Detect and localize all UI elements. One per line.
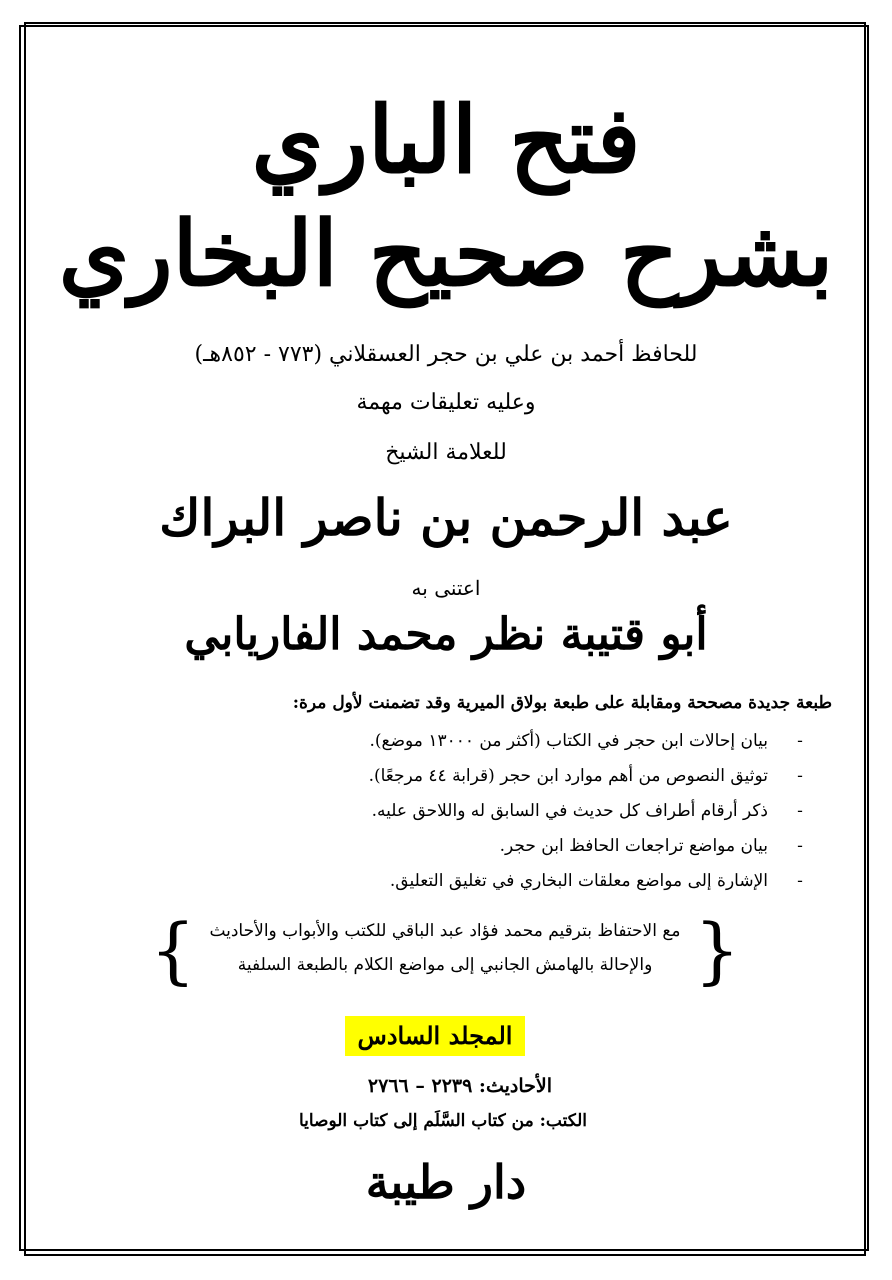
right-brace: }: [694, 908, 740, 992]
notes-line: وعليه تعليقات مهمة: [356, 390, 536, 415]
brace-line: والإحالة بالهامش الجانبي إلى مواضع الكلام بالطبعة السلفية: [237, 955, 653, 975]
editor-name: أبو قتيبة نظر محمد الفاريابي: [184, 609, 708, 660]
edition-intro: طبعة جديدة مصححة ومقابلة على طبعة بولاق الميرية وقد تضمنت لأول مرة:: [292, 693, 832, 713]
brace-text: [184, 914, 706, 982]
publisher-logo: دار طيبة: [365, 1155, 527, 1209]
brace-line: مع الاحتفاظ بترقيم محمد فؤاد عبد الباقي للكتب والأبواب والأحاديث: [209, 921, 681, 941]
list-item: [52, 759, 832, 794]
feature-text: بيان إحالات ابن حجر في الكتاب (أكثر من ١٣٠٠٠ موضع).: [369, 731, 768, 751]
list-item: [52, 864, 832, 899]
list-dash: -: [797, 731, 803, 751]
features-list: [52, 724, 832, 899]
volume-label: المجلد السادس: [345, 1016, 525, 1056]
list-item: [52, 794, 832, 829]
feature-text: توثيق النصوص من أهم موارد ابن حجر (قرابة ٤٤ مرجعًا).: [368, 766, 768, 786]
book-title: فتح الباري: [251, 86, 641, 194]
list-item: [52, 724, 832, 759]
book-subtitle: بشرح صحيح البخاري: [58, 201, 834, 307]
list-item: [52, 829, 832, 864]
feature-text: ذكر أرقام أطراف كل حديث في السابق له واللاحق عليه.: [371, 801, 768, 821]
sheikh-name: عبد الرحمن بن ناصر البراك: [159, 488, 733, 547]
list-dash: -: [797, 836, 803, 856]
feature-text: الإشارة إلى مواضع معلقات البخاري في تغليق التعليق.: [389, 871, 768, 891]
list-dash: -: [797, 871, 803, 891]
list-dash: -: [797, 801, 803, 821]
care-line: اعتنى به: [411, 576, 481, 600]
list-dash: -: [797, 766, 803, 786]
feature-text: بيان مواضع تراجعات الحافظ ابن حجر.: [499, 836, 768, 856]
left-brace: {: [150, 908, 196, 992]
allama-line: للعلامة الشيخ: [385, 440, 507, 465]
books-range: الكتب: من كتاب السَّلَم إلى كتاب الوصايا: [298, 1111, 587, 1131]
hadith-range: الأحاديث: ٢٢٣٩ – ٢٧٦٦: [367, 1075, 552, 1097]
author-line: للحافظ أحمد بن علي بن حجر العسقلاني (٧٧٣ - ٨٥٢هـ): [194, 342, 698, 367]
brace-note: [150, 908, 740, 992]
